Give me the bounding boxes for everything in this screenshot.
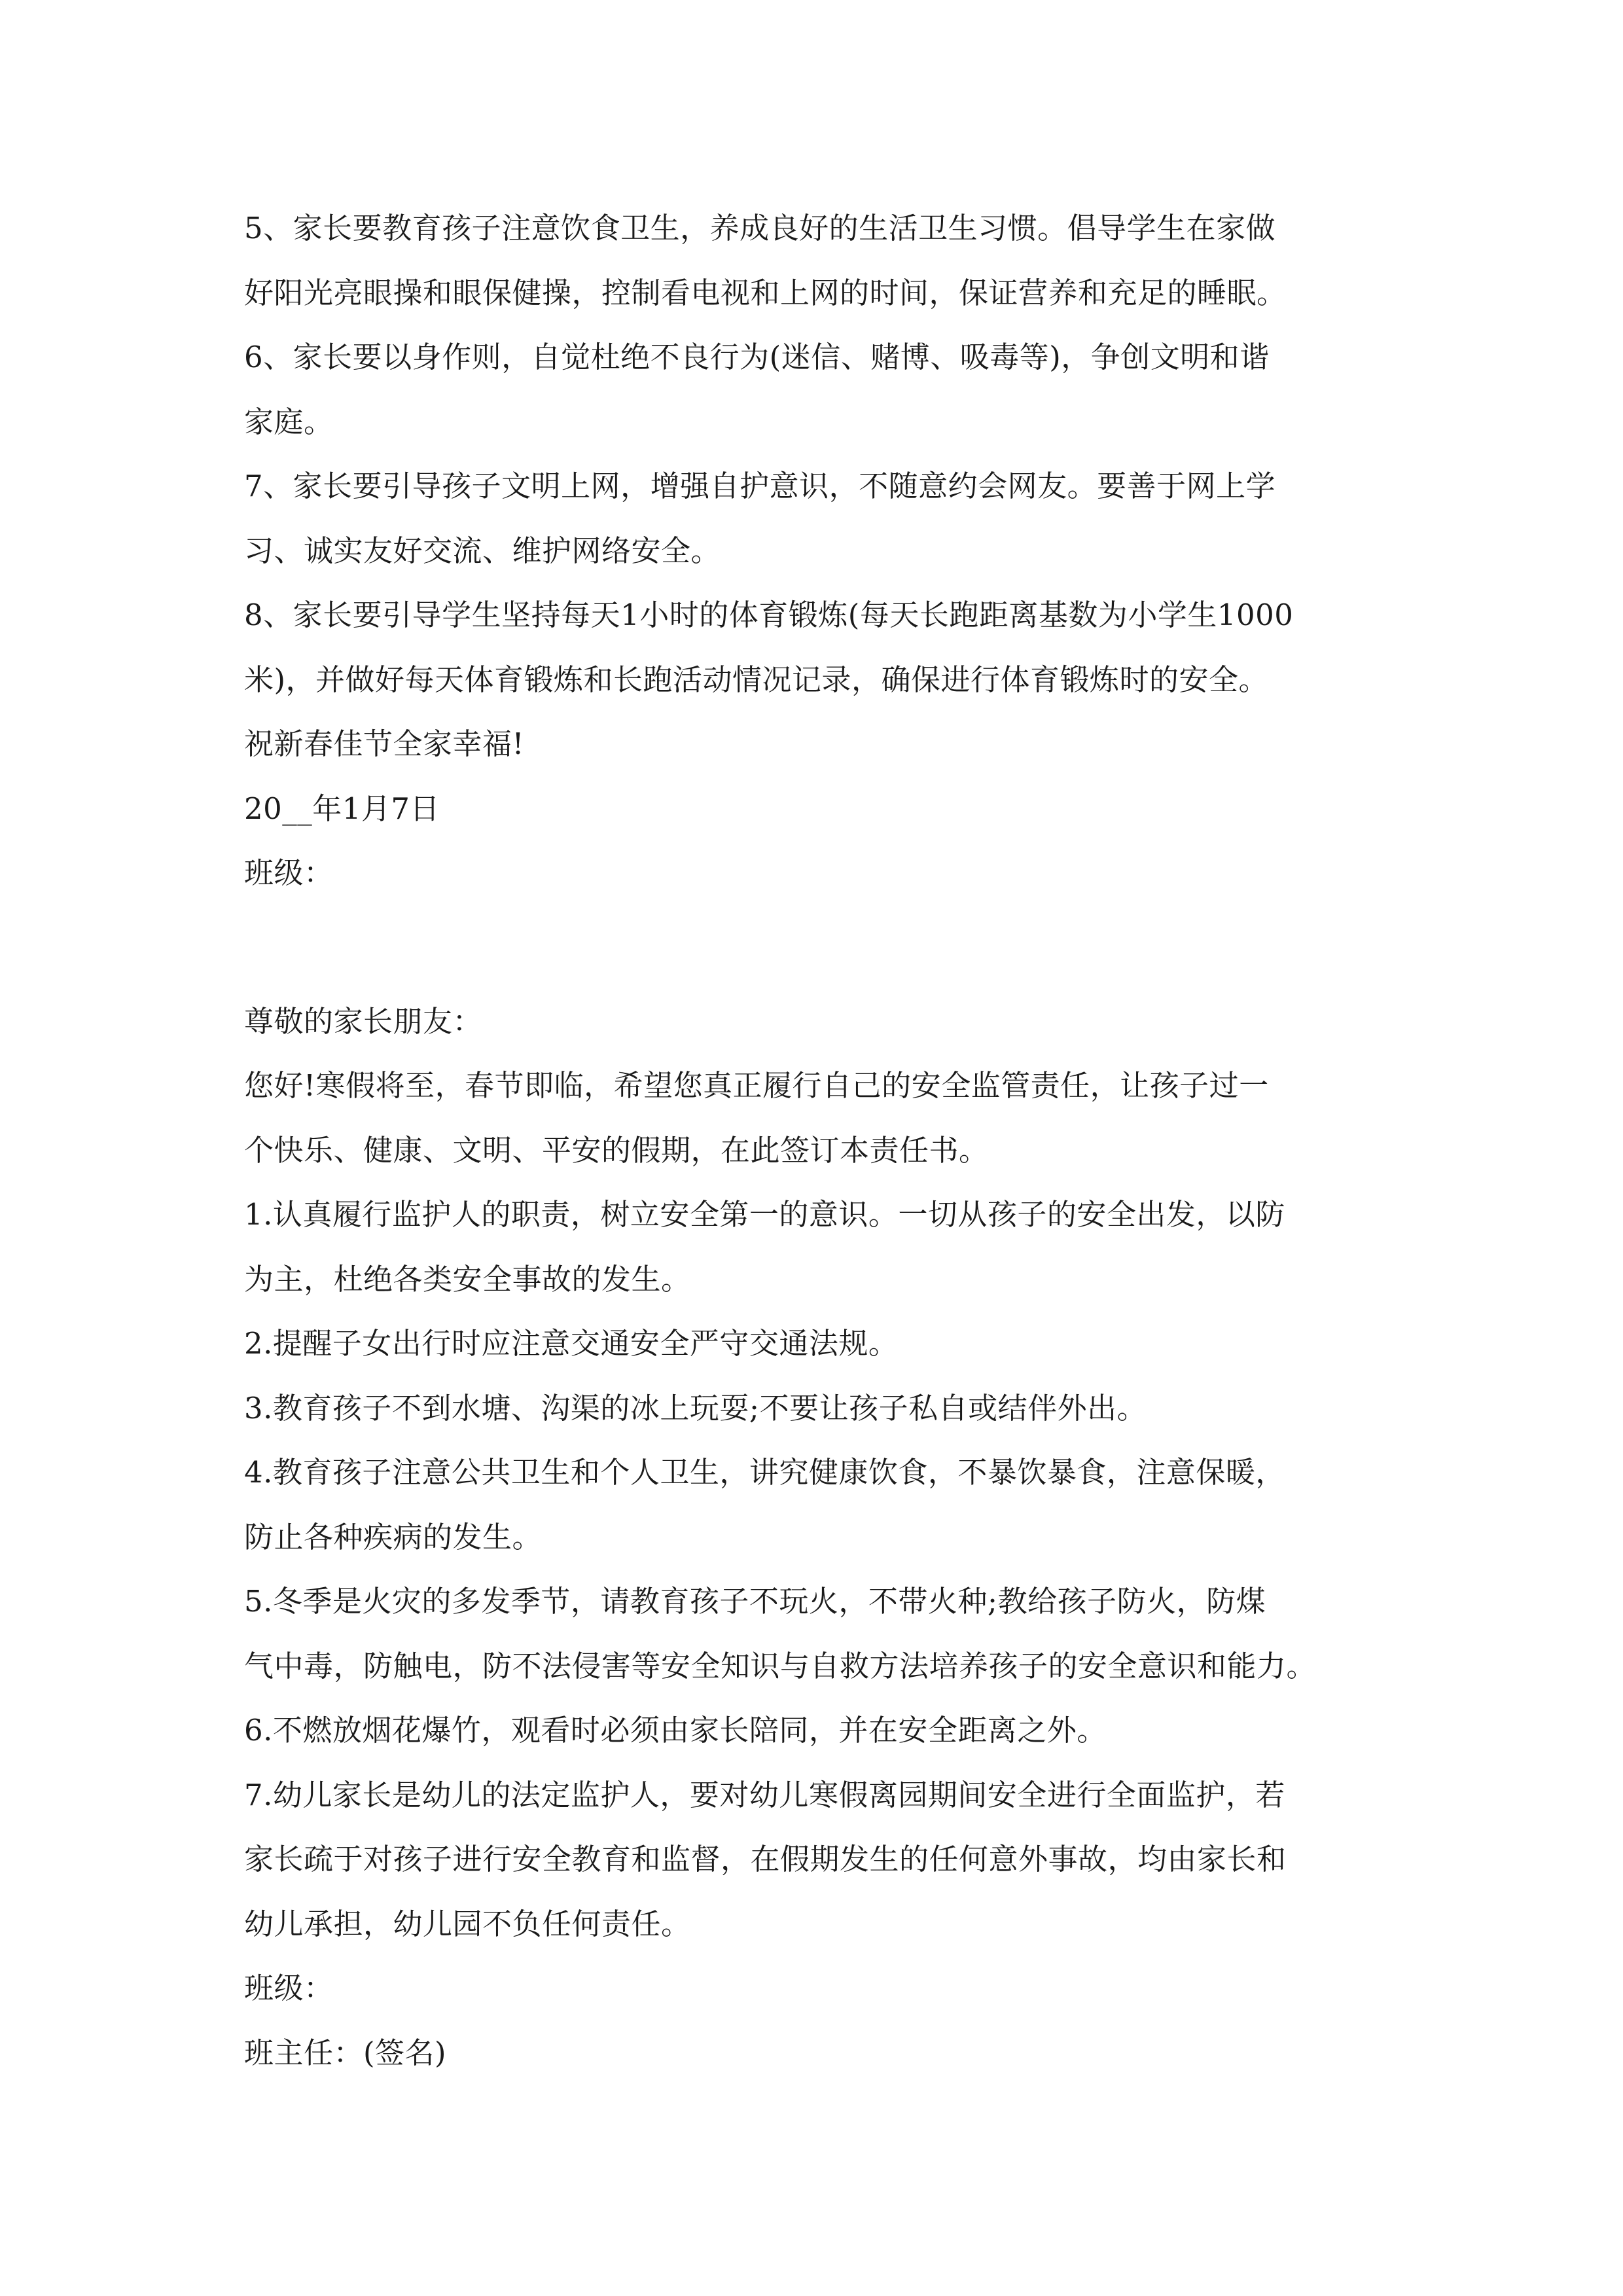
section-parent-guidelines [244, 196, 1396, 906]
salutation: 尊敬的家长朋友： [244, 1003, 483, 1039]
section-safety-agreement [244, 990, 1396, 2086]
paragraph-line: 为主，杜绝各类安全事故的发生。 [244, 1261, 691, 1297]
paragraph-line: 5、家长要教育孩子注意饮食卫生，养成良好的生活卫生习惯。倡导学生在家做 [244, 211, 1276, 245]
paragraph-line: 幼儿承担，幼儿园不负任何责任。 [244, 1906, 691, 1941]
paragraph-line: 3.教育孩子不到水塘、沟渠的冰上玩耍;不要让孩子私自或结伴外出。 [244, 1390, 1147, 1426]
paragraph-line: 个快乐、健康、文明、平安的假期，在此签订本责任书。 [244, 1132, 989, 1168]
paragraph-line: 好阳光亮眼操和眼保健操，控制看电视和上网的时间，保证营养和充足的睡眠。 [244, 275, 1287, 310]
paragraph-line: 7.幼儿家长是幼儿的法定监护人，要对幼儿寒假离园期间安全进行全面监护，若 [244, 1777, 1285, 1812]
paragraph-line: 防止各种疾病的发生。 [244, 1519, 543, 1554]
paragraph-line: 1.认真履行监护人的职责，树立安全第一的意识。一切从孩子的安全出发，以防 [244, 1197, 1285, 1232]
paragraph-line: 8、家长要引导学生坚持每天1小时的体育锻炼(每天长跑距离基数为小学生1000 [244, 598, 1294, 632]
paragraph-line: 4.教育孩子注意公共卫生和个人卫生，讲究健康饮食，不暴饮暴食，注意保暖， [244, 1455, 1285, 1490]
greeting-line: 祝新春佳节全家幸福! [244, 726, 525, 761]
paragraph-line: 7、家长要引导孩子文明上网，增强自护意识，不随意约会网友。要善于网上学 [244, 469, 1276, 503]
paragraph-line: 气中毒，防触电，防不法侵害等安全知识与自救方法培养孩子的安全意识和能力。 [244, 1648, 1317, 1683]
date-line: 20__年1月7日 [244, 791, 440, 826]
document-body [244, 196, 1396, 2085]
paragraph-line: 您好!寒假将至，春节即临，希望您真正履行自己的安全监管责任，让孩子过一 [244, 1068, 1269, 1103]
teacher-signature-label: 班主任：(签名) [244, 2035, 447, 2070]
paragraph-line: 家长疏于对孩子进行安全教育和监督，在假期发生的任何意外事故，均由家长和 [244, 1842, 1287, 1876]
class-field-label: 班级： [244, 1971, 334, 2005]
paragraph-line: 2.提醒子女出行时应注意交通安全严守交通法规。 [244, 1326, 899, 1361]
section-gap [244, 906, 1396, 990]
class-field-label: 班级： [244, 855, 334, 890]
paragraph-line: 6、家长要以身作则，自觉杜绝不良行为(迷信、赌博、吸毒等)，争创文明和谐 [244, 340, 1270, 374]
paragraph-line: 6.不燃放烟花爆竹，观看时必须由家长陪同，并在安全距离之外。 [244, 1713, 1107, 1748]
paragraph-line: 米)，并做好每天体育锻炼和长跑活动情况记录，确保进行体育锻炼时的安全。 [244, 662, 1269, 697]
paragraph-line: 习、诚实友好交流、维护网络安全。 [244, 533, 721, 568]
paragraph-line: 5.冬季是火灾的多发季节，请教育孩子不玩火，不带火种;教给孩子防火，防煤 [244, 1584, 1266, 1619]
paragraph-line: 家庭。 [244, 404, 334, 439]
